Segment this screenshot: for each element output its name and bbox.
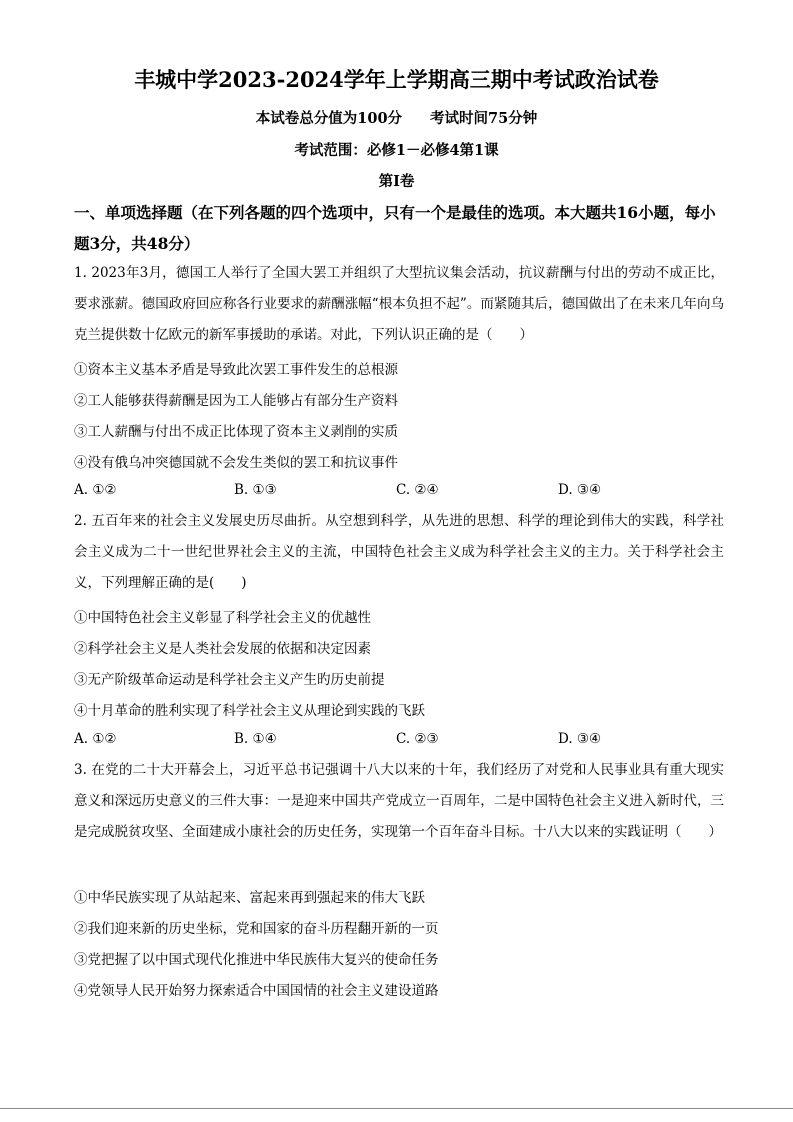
question-3-item-1: ①中华民族实现了从站起来、富起来再到强起来的伟大飞跃 [74, 890, 425, 906]
page-bottom-rule [0, 1108, 793, 1109]
exam-info-line [0, 107, 793, 128]
question-2-options [74, 731, 724, 751]
question-1-item-1: ①资本主义基本矛盾是导致此次罢工事件发生的总根源 [74, 362, 398, 378]
question-2-item-2: ②科学社会主义是人类社会发展的依据和决定因素 [74, 641, 371, 657]
question-2-item-1: ①中国特色社会主义彰显了科学社会主义的优越性 [74, 610, 371, 626]
question-2-stem: 2. 五百年来的社会主义发展史历尽曲折。从空想到科学，从先进的思想、科学的理论到伟大的实践，科学社会主义成为二十一世纪世界社会主义的主流，中国特色社会主义成为科学社会主义的主力。关于科学社会主义，下列理解正确的是( ) [74, 513, 724, 591]
question-2-option-c: C. ②③ [396, 731, 439, 747]
question-1-option-a: A. ①② [74, 482, 117, 498]
question-1-options [74, 482, 724, 502]
exam-time: 考试时间75分钟 [430, 110, 538, 127]
question-1-option-d: D. ③④ [558, 482, 602, 498]
question-2-item-4: ④十月革命的胜利实现了科学社会主义从理论到实践的飞跃 [74, 703, 425, 719]
total-score: 本试卷总分值为100分 [255, 110, 403, 127]
question-3-stem: 3. 在党的二十大开幕会上，习近平总书记强调十八大以来的十年，我们经历了对党和人民事业具有重大现实意义和深远历史意义的三件大事：一是迎来中国共产党成立一百周年，二是中国特色社会主义进入新时代，三是完成脱贫攻坚、全面建成小康社会的历史任务，实现第一个百年奋斗目标。十八大以来的实践证明（ ） [74, 762, 724, 840]
question-3-item-2: ②我们迎来新的历史坐标，党和国家的奋斗历程翻开新的一页 [74, 921, 439, 937]
question-2-option-b: B. ①④ [234, 731, 277, 747]
question-3-item-3: ③党把握了以中国式现代化推进中华民族伟大复兴的使命任务 [74, 952, 439, 968]
section-heading: 一、单项选择题（在下列各题的四个选项中，只有一个是最佳的选项。本大题共16小题，每小题3分，共48分） [74, 203, 716, 253]
question-1-item-4: ④没有俄乌冲突德国就不会发生类似的罢工和抗议事件 [74, 455, 398, 471]
question-2-option-d: D. ③④ [558, 731, 602, 747]
question-1-option-b: B. ①③ [234, 482, 277, 498]
question-1-item-3: ③工人薪酬与付出不成正比体现了资本主义剥削的实质 [74, 424, 398, 440]
exam-scope: 考试范围：必修1－必修4第1课 [294, 142, 499, 159]
question-3-item-4: ④党领导人民开始努力探索适合中国国情的社会主义建设道路 [74, 983, 439, 999]
question-1-option-c: C. ②④ [396, 482, 439, 498]
question-2-option-a: A. ①② [74, 731, 117, 747]
question-2-item-3: ③无产阶级革命运动是科学社会主义产生旳历史前提 [74, 672, 385, 688]
question-1-stem: 1. 2023年3月，德国工人举行了全国大罢工并组织了大型抗议集会活动，抗议薪酬与付出的劳动不成正比，要求涨薪。德国政府回应称各行业要求的薪酬涨幅“根本负担不起”。而紧随其后，德国做出了在未来几年向乌克兰提供数十亿欧元的新军事援助的承诺。对此，下列认识正确的是（ ） [74, 265, 724, 343]
exam-title: 丰城中学2023-2024学年上学期高三期中考试政治试卷 [134, 67, 659, 92]
question-1-item-2: ②工人能够获得薪酬是因为工人能够占有部分生产资料 [74, 393, 398, 409]
volume-label: 第Ⅰ卷 [378, 173, 415, 190]
